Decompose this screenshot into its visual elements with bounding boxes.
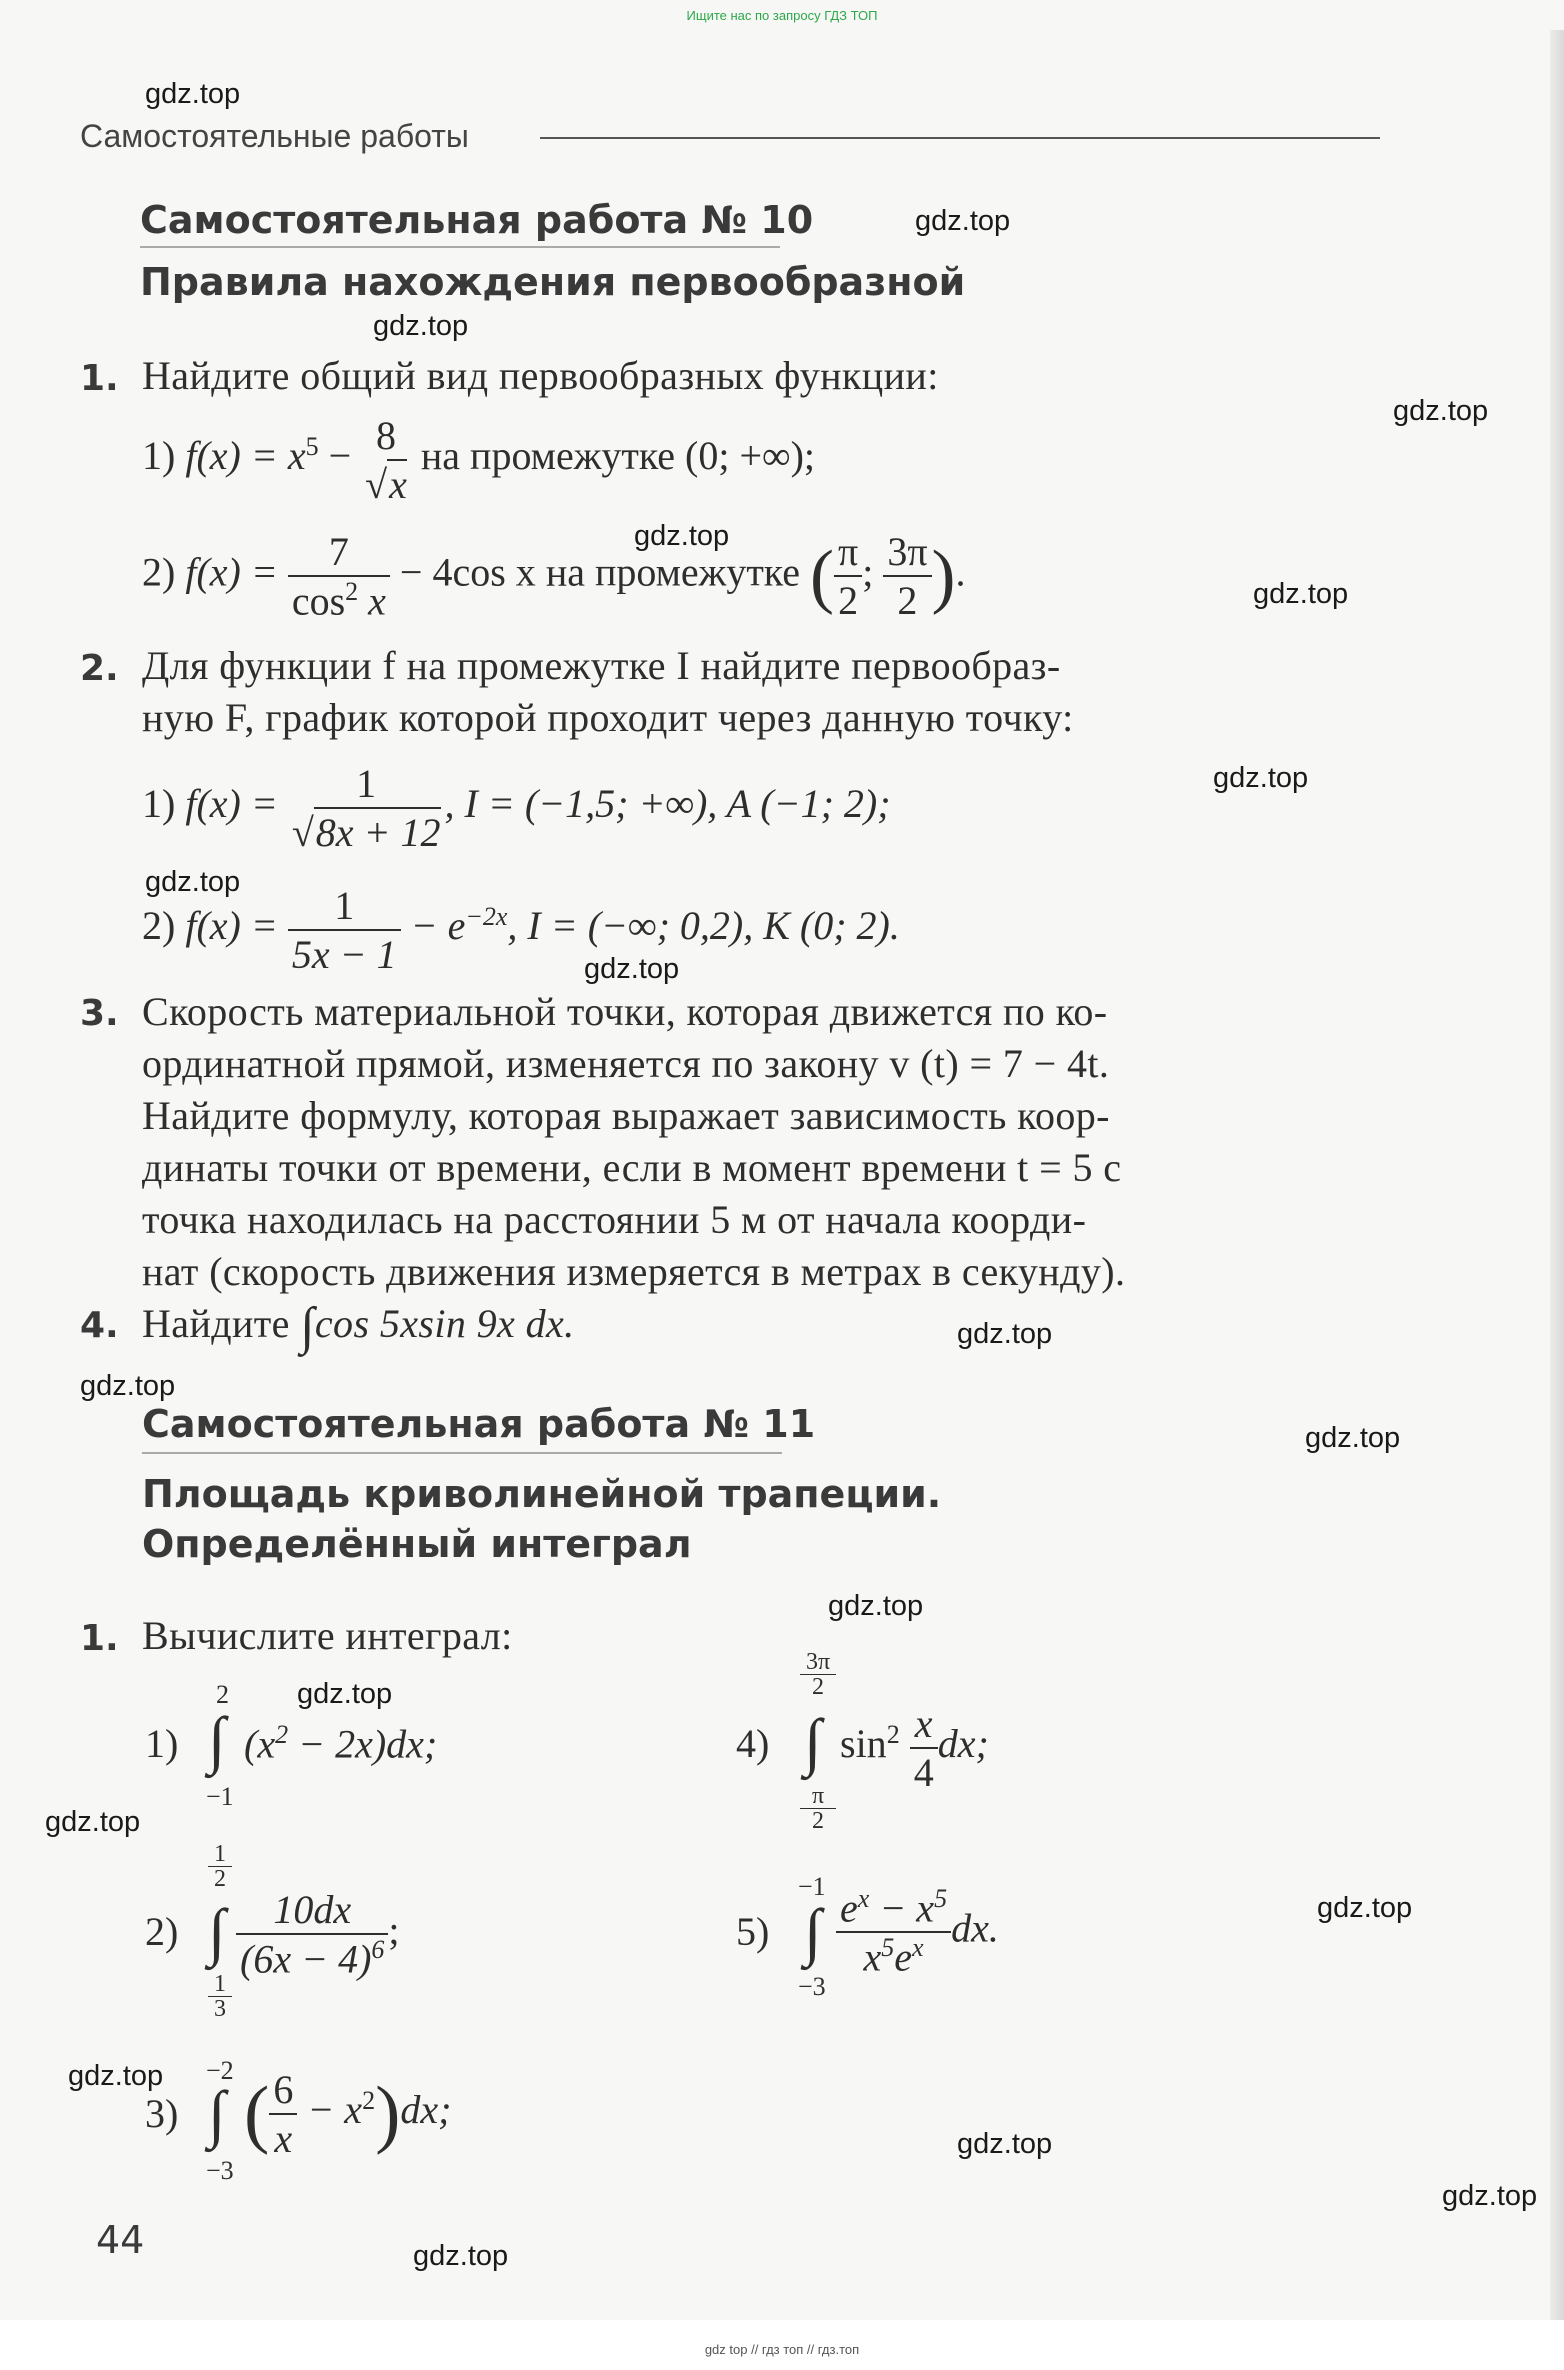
watermark: gdz.top: [584, 953, 680, 985]
task-text-line: точка находилась на расстоянии 5 м от начала коорди-: [142, 1197, 1087, 1242]
integral-icon: ∫: [208, 1704, 226, 1775]
task2-item1: [142, 760, 891, 856]
watermark: gdz.top: [1305, 1422, 1401, 1454]
fraction: [836, 1884, 951, 1981]
watermark: gdz.top: [828, 1590, 924, 1622]
integrand: ( $\frac{6}{x}$ − $x^2)dx$;: [244, 2067, 452, 2161]
denominator: [236, 1933, 388, 1982]
integrand-part: − 2x)dx;: [288, 1721, 438, 1767]
task-text: Найдите общий вид первообразных функции:: [142, 353, 939, 398]
fraction: [288, 528, 390, 624]
denominator: 4: [910, 1747, 938, 1796]
formula-lhs: f(x) =: [185, 549, 278, 595]
formula-lhs: f(x) =: [185, 781, 278, 827]
lower-limit: −1: [206, 1782, 234, 1811]
fraction: [269, 2066, 297, 2162]
numerator: 3π: [887, 529, 928, 575]
fraction: [834, 528, 862, 624]
watermark: gdz.top: [1317, 1892, 1413, 1924]
watermark: gdz.top: [68, 2060, 164, 2092]
numerator: 7: [328, 529, 349, 574]
integral-icon: ∫: [804, 1706, 822, 1777]
den-x: x: [368, 578, 386, 624]
limit-den: 2: [208, 1866, 232, 1891]
integral-item-label: 3): [145, 2091, 179, 2136]
integral-icon: ∫: [804, 1896, 822, 1967]
tail: dx.: [951, 1905, 999, 1951]
watermark: gdz.top: [297, 1678, 393, 1710]
task-text-line: Для функции f на промежутке I найдите первообраз-: [142, 643, 1061, 688]
denominator: x: [387, 459, 407, 508]
page-edge: [1550, 30, 1564, 2320]
den-part: x: [863, 1934, 882, 1980]
task-text: Вычислите интеграл:: [142, 1613, 513, 1658]
watermark: gdz.top: [373, 310, 469, 342]
footer-links[interactable]: gdz top // гдз топ // гдз.топ: [704, 2342, 860, 2357]
lower-limit: [800, 1784, 836, 1833]
interval-text: на промежутке (0; +∞);: [420, 433, 815, 479]
num-part: e: [840, 1885, 858, 1931]
denominator: 2: [834, 575, 862, 624]
lower-limit: [208, 1972, 232, 2021]
item-label: 2): [142, 549, 176, 595]
upper-limit: 2: [216, 1680, 229, 1709]
fraction: 1 √8x + 12: [288, 760, 445, 856]
work10-subtitle: Правила нахождения первообразной: [140, 260, 966, 304]
work11-title: Самостоятельная работа № 11: [142, 1402, 816, 1446]
section-header: Самостоятельные работы: [80, 118, 469, 154]
item-label: 2): [142, 903, 176, 949]
title-underline: [142, 1452, 782, 1454]
integral-item-label: 4): [736, 1721, 770, 1766]
integral-item-label: 5): [736, 1909, 770, 1954]
fraction: [883, 528, 931, 624]
task-number: 3.: [80, 993, 119, 1034]
task1-item2: 2) f(x) = $\frac{7}{\cos^2 x}$ − 4cos x на промежутке ( $\frac{\pi}{2}$ ; $\frac{3\pi}{2}$ ).: [142, 529, 966, 624]
upper-limit: −1: [798, 1872, 826, 1901]
integrand: [236, 1886, 400, 1982]
exponent: 2: [362, 2085, 376, 2115]
num-part: − x: [869, 1885, 935, 1931]
watermark: gdz.top: [957, 1318, 1053, 1350]
interval-text: на промежутке: [545, 549, 800, 595]
minus-exp: − e: [410, 903, 466, 949]
watermark: gdz.top: [634, 520, 730, 552]
task-text-line: динаты точки от времени, если в момент времени t = 5 с: [142, 1145, 1122, 1190]
denominator: 5x − 1: [288, 929, 401, 978]
denominator: 8x + 12: [314, 807, 441, 856]
integrand: [244, 1720, 437, 1767]
exponent: 5: [305, 431, 319, 461]
item-label: 1): [142, 433, 176, 479]
watermark: gdz.top: [145, 866, 241, 898]
watermark: gdz.top: [1253, 578, 1349, 610]
work11-subtitle: Площадь криволинейной трапеции.: [142, 1472, 942, 1516]
work11-subtitle: Определённый интеграл: [142, 1522, 692, 1566]
watermark: gdz.top: [80, 1370, 176, 1402]
task-number: 1.: [80, 358, 119, 399]
formula-rest: , I = (−∞; 0,2), K (0; 2).: [507, 903, 900, 949]
numerator: π: [837, 529, 859, 575]
exponent: 5: [934, 1884, 948, 1913]
search-banner[interactable]: Ищите нас по запросу ГДЗ ТОП: [686, 8, 878, 23]
formula-rest: , I = (−1,5; +∞), A (−1; 2);: [444, 781, 891, 827]
task-text-line: ординатной прямой, изменяется по закону v (t) = 7 − 4t.: [142, 1041, 1110, 1086]
task-text-line: ную F, график которой проходит через данную точку:: [142, 695, 1074, 740]
task-number: 2.: [80, 648, 119, 689]
integral-icon: ∫: [208, 1896, 226, 1967]
task-text-line: Найдите формулу, которая выражает зависимость коор-: [142, 1093, 1110, 1138]
integral-item-label: 1): [145, 1721, 179, 1766]
task1-item1: [142, 412, 815, 508]
numerator: 6: [273, 2067, 294, 2112]
integral-icon: ∫: [208, 2078, 226, 2149]
numerator: 10dx: [273, 1887, 352, 1932]
title-underline: [140, 246, 780, 248]
lower-limit: −3: [206, 2156, 234, 2185]
limit-num: 3π: [805, 1649, 831, 1675]
watermark: gdz.top: [915, 205, 1011, 237]
work10-title: Самостоятельная работа № 10: [140, 198, 814, 242]
denominator: 2: [883, 575, 931, 624]
integrand-part: − x: [307, 2087, 363, 2133]
den-part: e: [894, 1934, 913, 1980]
tail: dx;: [937, 1721, 989, 1767]
limit-num: 1: [214, 1971, 226, 1997]
den-exp: 6: [371, 1935, 385, 1964]
integrand-part: sin: [840, 1721, 887, 1767]
exponent: 2: [275, 1720, 289, 1749]
minus: −: [328, 433, 352, 479]
den-exp: 2: [345, 577, 359, 606]
watermark: gdz.top: [45, 1806, 141, 1838]
watermark: gdz.top: [1213, 762, 1309, 794]
watermark: gdz.top: [145, 78, 241, 110]
integrand-part: (x: [244, 1721, 276, 1767]
lower-limit: −3: [798, 1972, 826, 2001]
den-base: (6x − 4): [240, 1936, 372, 1982]
formula-lhs: f(x) = x: [185, 433, 306, 479]
task2-item2: [142, 882, 900, 978]
semicolon: ;: [862, 549, 874, 595]
denominator: x: [269, 2113, 297, 2162]
upper-limit: [208, 1842, 232, 1891]
numerator: 8: [376, 413, 397, 458]
limit-den: 3: [208, 1996, 232, 2021]
fraction: [236, 1886, 388, 1982]
exponent: 2: [886, 1719, 900, 1749]
numerator: 1: [334, 883, 355, 928]
page-number: 44: [96, 2218, 145, 2262]
integral-icon: ∫: [300, 1298, 315, 1355]
exponent: −2x: [465, 901, 508, 931]
tail: ;: [388, 1907, 400, 1953]
tail: dx;: [400, 2087, 452, 2133]
limit-num: π: [811, 1783, 825, 1809]
task-text: Найдите: [142, 1301, 290, 1346]
integrand: cos 5xsin 9x dx.: [314, 1301, 575, 1346]
watermark: gdz.top: [1442, 2180, 1538, 2212]
task4-line: [142, 1300, 575, 1353]
task-text-line: нат (скорость движения измеряется в метрах в секунду).: [142, 1249, 1126, 1294]
task-number: 1.: [80, 1618, 119, 1659]
upper-limit: [800, 1650, 836, 1699]
integrand: [840, 1700, 989, 1796]
task-number: 4.: [80, 1305, 119, 1346]
formula-rest: − 4cos x: [399, 549, 536, 595]
exponent: x: [857, 1884, 870, 1913]
exponent: 5: [881, 1933, 895, 1963]
exponent: x: [912, 1933, 924, 1963]
fraction: [910, 1700, 938, 1796]
limit-den: 2: [800, 1808, 836, 1833]
numerator: 1: [356, 761, 377, 806]
watermark: gdz.top: [413, 2240, 509, 2272]
upper-limit: −2: [206, 2056, 234, 2085]
limit-den: 2: [800, 1674, 836, 1699]
formula-lhs: f(x) =: [185, 903, 278, 949]
item-label: 1): [142, 781, 176, 827]
numerator: x: [914, 1701, 933, 1746]
fraction: [288, 882, 401, 978]
limit-num: 1: [214, 1841, 226, 1867]
task-text-line: Скорость материальной точки, которая движется по ко-: [142, 989, 1108, 1034]
integral-item-label: 2): [145, 1909, 179, 1954]
fraction: 8 √x: [361, 412, 411, 508]
integrand: [836, 1884, 999, 1981]
header-rule: [540, 137, 1380, 139]
watermark: gdz.top: [957, 2128, 1053, 2160]
den-cos: cos: [291, 578, 346, 624]
watermark: gdz.top: [1393, 395, 1489, 427]
